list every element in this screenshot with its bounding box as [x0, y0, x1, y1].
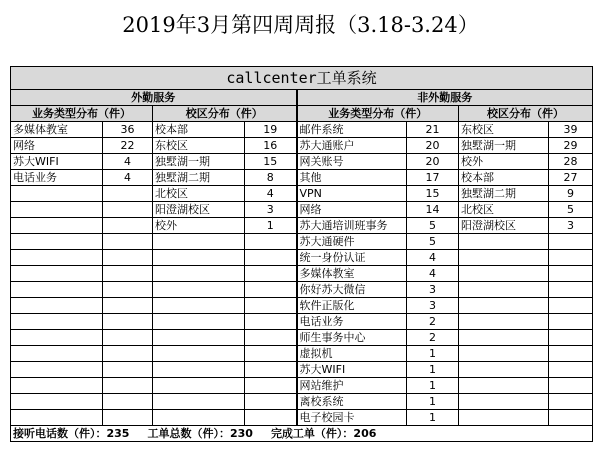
field-campus-count-cell — [245, 282, 297, 298]
nonfield-type-count-cell: 1 — [407, 394, 459, 410]
field-type-name-cell: 苏大WIFI — [11, 154, 103, 170]
field-type-count-cell — [103, 410, 153, 426]
nonfield-campus-header: 校区分布（件） — [459, 106, 593, 122]
nonfield-type-name-cell: 软件正版化 — [297, 298, 407, 314]
table-row — [11, 250, 593, 266]
field-campus-count-cell — [245, 314, 297, 330]
nonfield-type-name-cell: 电话业务 — [297, 314, 407, 330]
table-row — [11, 122, 593, 138]
field-campus-count-cell: 19 — [245, 122, 297, 138]
field-campus-header: 校区分布（件） — [153, 106, 297, 122]
nonfield-type-count-cell: 1 — [407, 346, 459, 362]
nonfield-campus-name-cell — [459, 234, 549, 250]
nonfield-type-count-cell: 1 — [407, 362, 459, 378]
field-campus-name-cell — [153, 266, 245, 282]
field-type-name-cell — [11, 202, 103, 218]
field-type-count-cell — [103, 186, 153, 202]
field-service-header: 外勤服务 — [11, 90, 297, 106]
field-type-count-cell — [103, 314, 153, 330]
field-type-count-cell: 4 — [103, 154, 153, 170]
nonfield-type-count-cell: 5 — [407, 218, 459, 234]
field-campus-count-cell — [245, 298, 297, 314]
field-campus-count-cell — [245, 234, 297, 250]
field-type-name-cell — [11, 362, 103, 378]
field-campus-name-cell: 校外 — [153, 218, 245, 234]
field-type-count-cell — [103, 330, 153, 346]
field-campus-count-cell — [245, 378, 297, 394]
nonfield-service-header: 非外勤服务 — [297, 90, 593, 106]
nonfield-type-count-cell: 2 — [407, 314, 459, 330]
summary-orders: 工单总数（件）：230 — [147, 426, 253, 440]
field-campus-count-cell — [245, 330, 297, 346]
field-type-count-cell — [103, 298, 153, 314]
nonfield-type-count-cell: 1 — [407, 410, 459, 426]
table-row — [11, 218, 593, 234]
nonfield-type-name-cell: VPN — [297, 186, 407, 202]
table-row — [11, 410, 593, 426]
nonfield-campus-count-cell — [549, 314, 593, 330]
nonfield-campus-count-cell: 3 — [549, 218, 593, 234]
field-campus-name-cell — [153, 314, 245, 330]
nonfield-type-name-cell: 苏大通培训班事务 — [297, 218, 407, 234]
nonfield-campus-count-cell: 5 — [549, 202, 593, 218]
field-type-count-cell — [103, 202, 153, 218]
nonfield-type-count-cell: 4 — [407, 266, 459, 282]
nonfield-campus-name-cell: 独墅湖一期 — [459, 138, 549, 154]
nonfield-type-count-cell: 2 — [407, 330, 459, 346]
nonfield-campus-name-cell — [459, 298, 549, 314]
field-type-count-cell: 36 — [103, 122, 153, 138]
nonfield-type-name-cell: 离校系统 — [297, 394, 407, 410]
nonfield-type-count-cell: 20 — [407, 138, 459, 154]
nonfield-campus-name-cell: 校本部 — [459, 170, 549, 186]
field-type-count-cell: 22 — [103, 138, 153, 154]
field-type-count-cell — [103, 282, 153, 298]
nonfield-campus-count-cell — [549, 346, 593, 362]
table-row — [11, 314, 593, 330]
nonfield-campus-name-cell: 阳澄湖校区 — [459, 218, 549, 234]
nonfield-campus-count-cell: 29 — [549, 138, 593, 154]
field-campus-count-cell: 1 — [245, 218, 297, 234]
field-campus-name-cell — [153, 362, 245, 378]
field-campus-count-cell — [245, 394, 297, 410]
field-campus-count-cell: 8 — [245, 170, 297, 186]
nonfield-campus-name-cell: 独墅湖二期 — [459, 186, 549, 202]
nonfield-campus-count-cell — [549, 410, 593, 426]
field-campus-count-cell — [245, 346, 297, 362]
summary-calls: 接听电话数（件）：235 — [13, 426, 130, 440]
nonfield-type-name-cell: 苏大通硬件 — [297, 234, 407, 250]
field-campus-name-cell — [153, 346, 245, 362]
nonfield-type-count-cell: 14 — [407, 202, 459, 218]
field-campus-name-cell: 独墅湖二期 — [153, 170, 245, 186]
nonfield-campus-name-cell: 北校区 — [459, 202, 549, 218]
field-campus-name-cell: 校本部 — [153, 122, 245, 138]
nonfield-type-count-cell: 3 — [407, 298, 459, 314]
field-campus-name-cell: 东校区 — [153, 138, 245, 154]
field-campus-name-cell — [153, 410, 245, 426]
nonfield-campus-name-cell: 东校区 — [459, 122, 549, 138]
table-row — [11, 330, 593, 346]
nonfield-campus-count-cell — [549, 362, 593, 378]
field-campus-name-cell — [153, 394, 245, 410]
table-row — [11, 186, 593, 202]
nonfield-campus-count-cell: 28 — [549, 154, 593, 170]
nonfield-campus-name-cell — [459, 330, 549, 346]
table-row — [11, 234, 593, 250]
field-type-count-cell — [103, 362, 153, 378]
nonfield-type-count-cell: 1 — [407, 378, 459, 394]
field-campus-count-cell: 3 — [245, 202, 297, 218]
field-type-name-cell — [11, 186, 103, 202]
field-type-name-cell: 网络 — [11, 138, 103, 154]
nonfield-campus-count-cell — [549, 234, 593, 250]
nonfield-type-name-cell: 苏大WIFI — [297, 362, 407, 378]
field-campus-count-cell: 16 — [245, 138, 297, 154]
summary-cell — [11, 426, 593, 442]
field-type-count-cell — [103, 378, 153, 394]
field-campus-name-cell: 北校区 — [153, 186, 245, 202]
field-type-name-cell — [11, 330, 103, 346]
field-type-name-cell — [11, 282, 103, 298]
report-table — [10, 66, 593, 442]
nonfield-campus-name-cell — [459, 378, 549, 394]
table-row — [11, 170, 593, 186]
field-campus-name-cell — [153, 330, 245, 346]
nonfield-type-name-cell: 统一身份认证 — [297, 250, 407, 266]
table-row — [11, 282, 593, 298]
nonfield-type-count-cell: 3 — [407, 282, 459, 298]
nonfield-campus-count-cell — [549, 282, 593, 298]
nonfield-campus-name-cell — [459, 314, 549, 330]
field-campus-count-cell — [245, 410, 297, 426]
field-campus-count-cell — [245, 362, 297, 378]
nonfield-campus-count-cell: 39 — [549, 122, 593, 138]
nonfield-campus-name-cell — [459, 410, 549, 426]
field-campus-count-cell: 15 — [245, 154, 297, 170]
nonfield-type-count-cell: 5 — [407, 234, 459, 250]
nonfield-campus-count-cell — [549, 298, 593, 314]
field-campus-name-cell: 独墅湖一期 — [153, 154, 245, 170]
field-type-count-cell — [103, 250, 153, 266]
table-row — [11, 266, 593, 282]
field-campus-name-cell — [153, 282, 245, 298]
field-type-count-cell — [103, 346, 153, 362]
nonfield-type-name-cell: 网站维护 — [297, 378, 407, 394]
table-row — [11, 298, 593, 314]
nonfield-campus-name-cell — [459, 282, 549, 298]
nonfield-type-name-cell: 其他 — [297, 170, 407, 186]
field-campus-name-cell — [153, 378, 245, 394]
table-row — [11, 154, 593, 170]
report-title: 2019年3月第四周周报（3.18-3.24） — [122, 13, 479, 37]
nonfield-campus-count-cell — [549, 266, 593, 282]
nonfield-campus-name-cell — [459, 250, 549, 266]
nonfield-campus-count-cell — [549, 378, 593, 394]
nonfield-campus-count-cell — [549, 394, 593, 410]
nonfield-type-name-cell: 虚拟机 — [297, 346, 407, 362]
table-row — [11, 378, 593, 394]
nonfield-type-count-cell: 15 — [407, 186, 459, 202]
field-type-name-cell — [11, 250, 103, 266]
field-campus-count-cell — [245, 250, 297, 266]
field-type-name-cell — [11, 410, 103, 426]
nonfield-campus-count-cell — [549, 250, 593, 266]
nonfield-campus-count-cell: 9 — [549, 186, 593, 202]
field-type-name-cell — [11, 346, 103, 362]
field-type-count-cell — [103, 394, 153, 410]
nonfield-campus-name-cell — [459, 362, 549, 378]
nonfield-campus-name-cell: 校外 — [459, 154, 549, 170]
field-type-name-cell — [11, 394, 103, 410]
nonfield-type-count-cell: 20 — [407, 154, 459, 170]
nonfield-type-name-cell: 邮件系统 — [297, 122, 407, 138]
nonfield-type-count-cell: 4 — [407, 250, 459, 266]
field-type-count-cell — [103, 266, 153, 282]
table-row — [11, 346, 593, 362]
field-campus-name-cell: 阳澄湖校区 — [153, 202, 245, 218]
nonfield-campus-count-cell: 27 — [549, 170, 593, 186]
table-row — [11, 138, 593, 154]
field-type-name-cell — [11, 266, 103, 282]
field-type-name-cell — [11, 218, 103, 234]
nonfield-type-count-cell: 21 — [407, 122, 459, 138]
field-type-header: 业务类型分布（件） — [11, 106, 153, 122]
footer-row — [11, 426, 593, 442]
field-campus-name-cell — [153, 250, 245, 266]
field-campus-name-cell — [153, 234, 245, 250]
field-type-count-cell — [103, 234, 153, 250]
field-type-name-cell — [11, 234, 103, 250]
nonfield-type-name-cell: 网络 — [297, 202, 407, 218]
field-type-count-cell — [103, 218, 153, 234]
field-type-name-cell — [11, 298, 103, 314]
field-type-name-cell — [11, 314, 103, 330]
nonfield-type-name-cell: 电子校园卡 — [297, 410, 407, 426]
field-campus-count-cell: 4 — [245, 186, 297, 202]
nonfield-type-name-cell: 网关账号 — [297, 154, 407, 170]
field-type-count-cell: 4 — [103, 170, 153, 186]
table-row — [11, 394, 593, 410]
nonfield-type-header: 业务类型分布（件） — [297, 106, 459, 122]
table-row — [11, 362, 593, 378]
field-type-name-cell: 多媒体教室 — [11, 122, 103, 138]
field-campus-count-cell — [245, 266, 297, 282]
nonfield-type-name-cell: 师生事务中心 — [297, 330, 407, 346]
nonfield-campus-name-cell — [459, 394, 549, 410]
nonfield-campus-name-cell — [459, 266, 549, 282]
nonfield-campus-name-cell — [459, 346, 549, 362]
nonfield-type-name-cell: 你好苏大微信 — [297, 282, 407, 298]
field-type-name-cell — [11, 378, 103, 394]
nonfield-campus-count-cell — [549, 330, 593, 346]
summary-done: 完成工单（件）：206 — [270, 426, 377, 440]
nonfield-type-name-cell: 苏大通账户 — [297, 138, 407, 154]
nonfield-type-name-cell: 多媒体教室 — [297, 266, 407, 282]
nonfield-type-count-cell: 17 — [407, 170, 459, 186]
system-name: callcenter工单系统 — [11, 67, 593, 90]
table-row — [11, 202, 593, 218]
field-type-name-cell: 电话业务 — [11, 170, 103, 186]
field-campus-name-cell — [153, 298, 245, 314]
